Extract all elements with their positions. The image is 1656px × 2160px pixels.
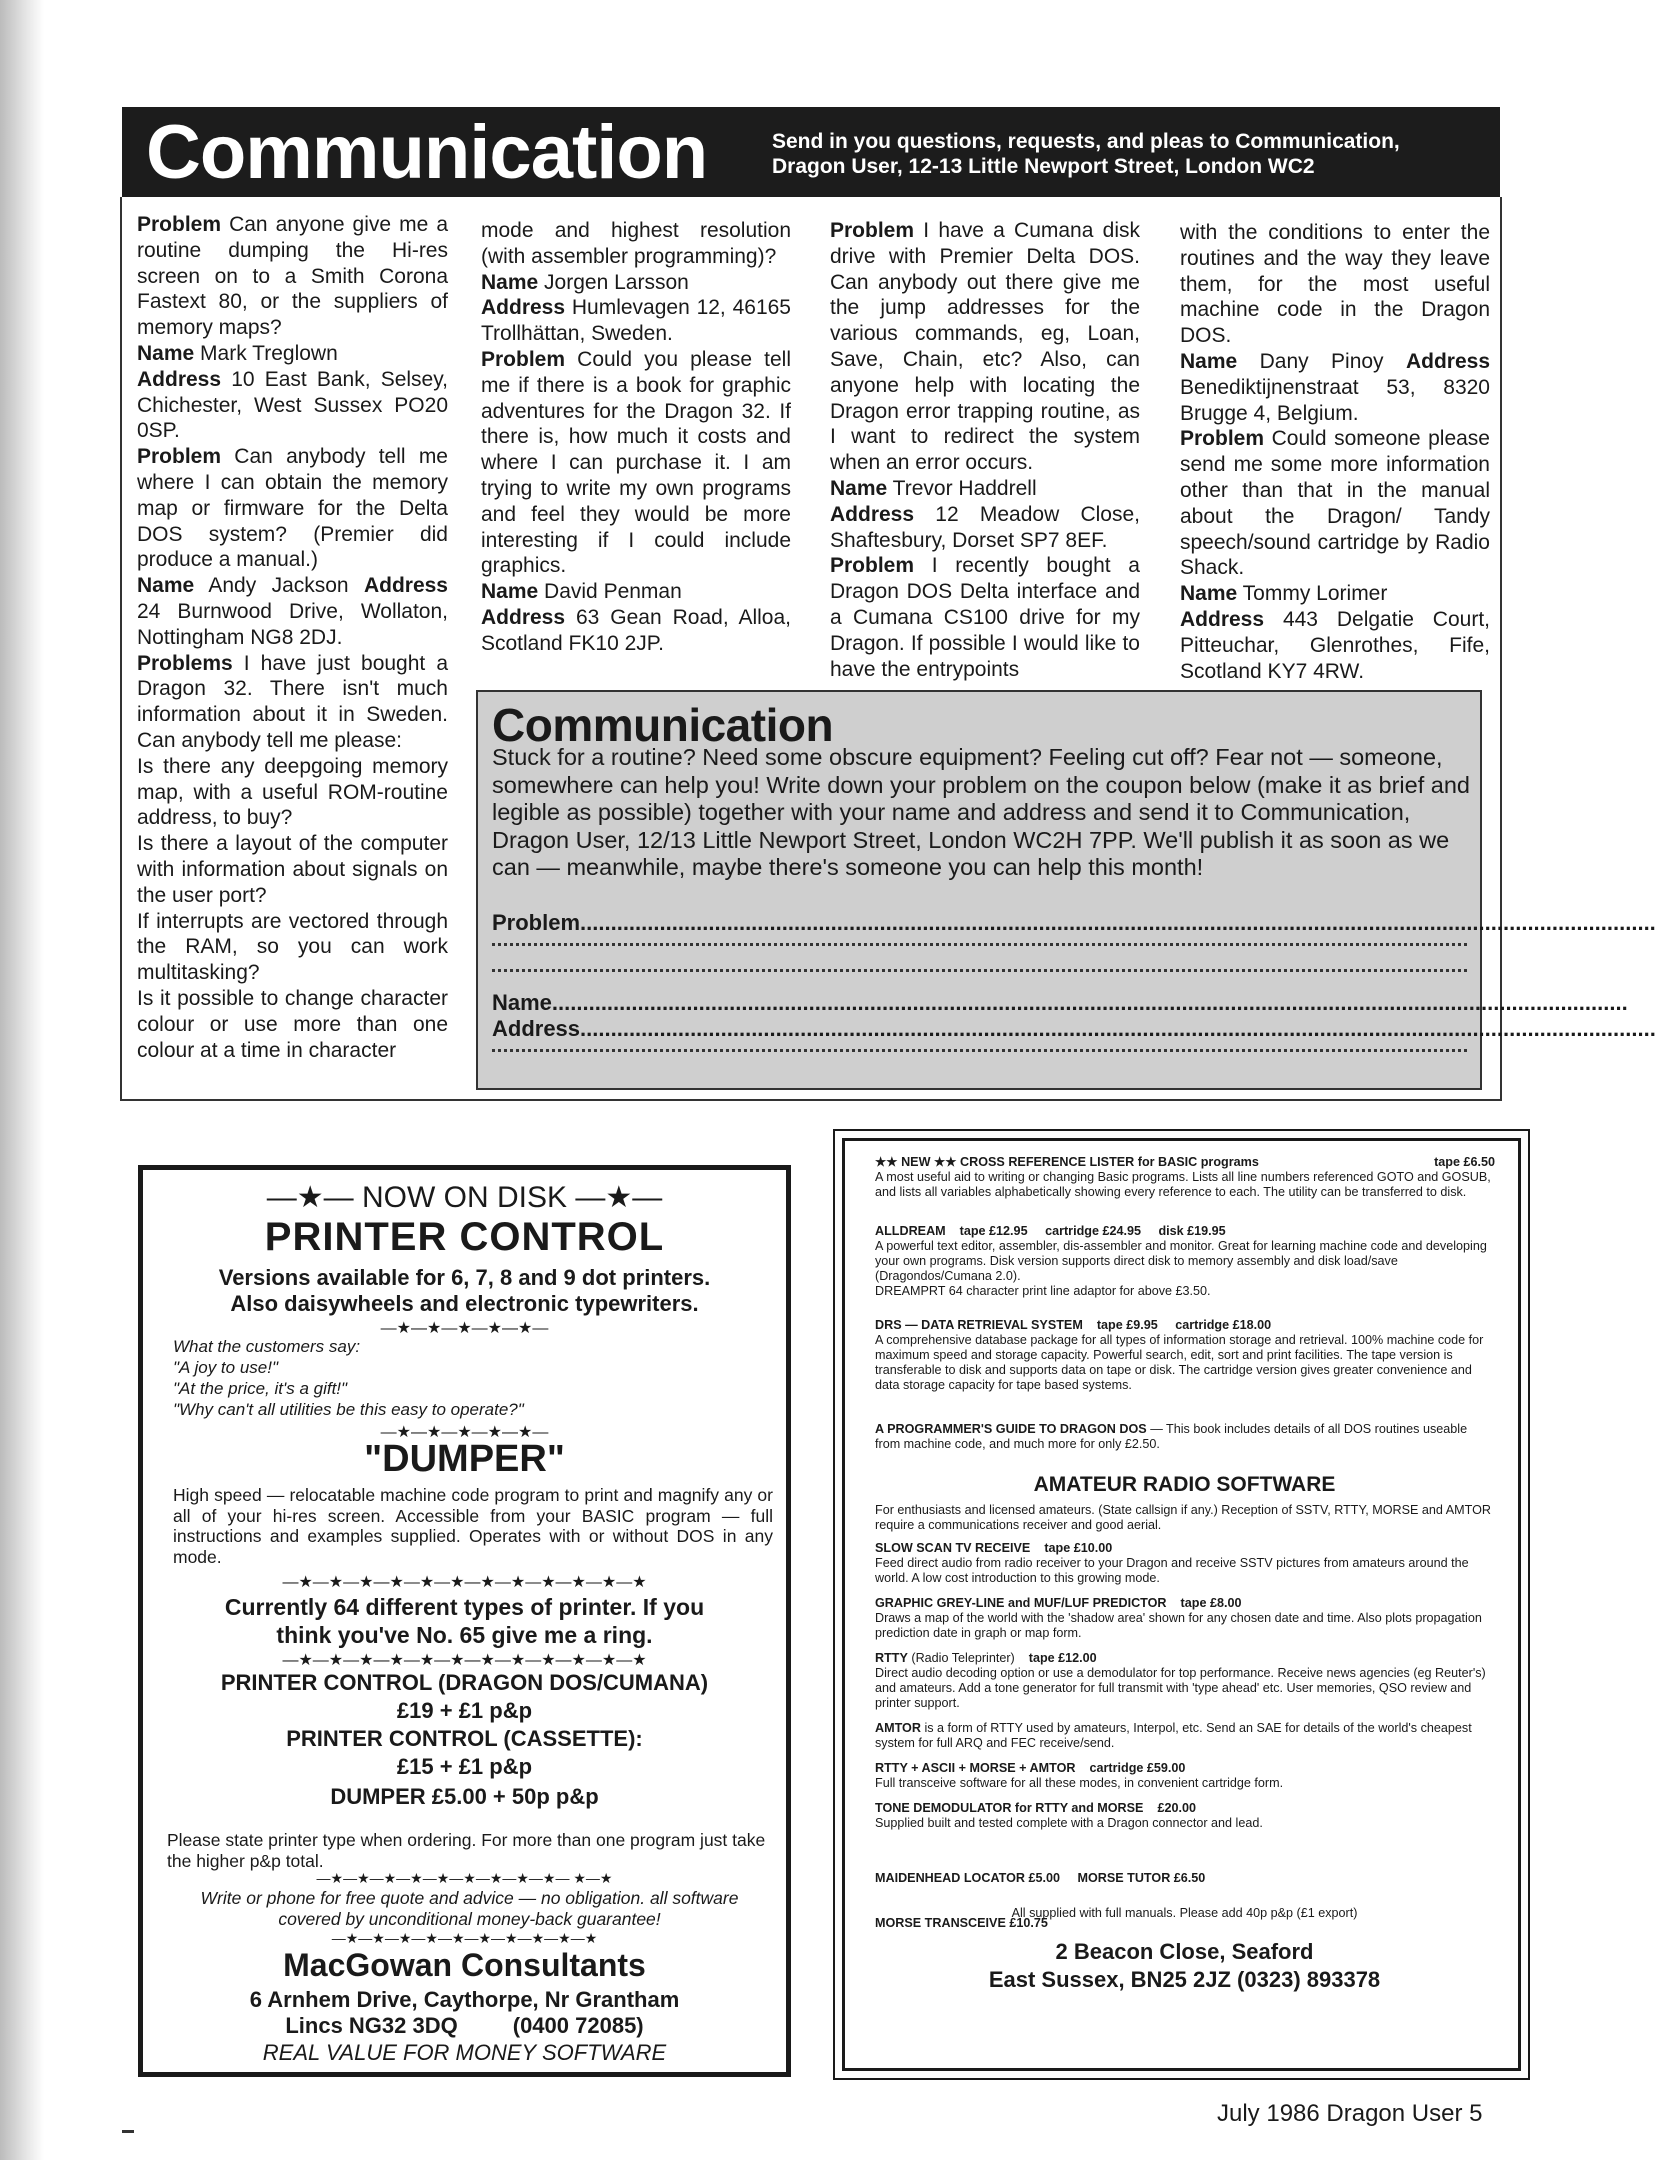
letter-question: Is there a layout of the computer with information about signals on the user port? [137, 832, 448, 907]
greyline-item: GRAPHIC GREY-LINE and MUF/LUF PREDICTOR tape £8.00 Draws a map of the world with the 'shadow area' shown for any chosen date and time. Also plots propagation prediction date in graph or map form. [875, 1596, 1482, 1640]
printer-types-line: Currently 64 different types of printer. If you [224, 1594, 705, 1620]
letter-continued: mode and highest resolution (with assembler programming)? [481, 219, 791, 268]
guarantee-note: Write or phone for free quote and advice — no obligation. all software covered by unconditional money-back guarantee! [200, 1888, 739, 1929]
letter-problem: Problem Can anybody tell me where I can obtain the memory map or firmware for the Delta DOS system? (Premier did produce a manual.) [137, 445, 448, 572]
letter-name: Name Mark Treglown [137, 341, 338, 365]
coupon-blank-line[interactable] [492, 942, 1467, 946]
price-line: £19 + £1 p&p [396, 1698, 533, 1723]
letter-address: Address Humlevagen 12, 46165 Trollhättan, Sweden. [481, 296, 791, 346]
manuals-note: All supplied with full manuals. Please add 40p p&p (£1 export) [1011, 1906, 1358, 1920]
letter-problem: Problem Could you please tell me if there is a book for graphic adventures for the Dragon 32. If there is, how much it costs and where I can purchase it. I am trying to write my own programs and feel they would be more interesting if I could include graphics. [481, 347, 791, 578]
letter-question: If interrupts are vectored through the RAM, so you can work multitasking? [137, 909, 448, 985]
coupon-title: Communication [492, 699, 834, 751]
coupon-box [476, 690, 1656, 1090]
company-slogan: REAL VALUE FOR MONEY SOFTWARE [262, 2040, 667, 2065]
sstv-item: SLOW SCAN TV RECEIVE tape £10.00 Feed direct audio from radio receiver to your Dragon and receive SSTV pictures from amateurs around the world. A low cost introduction to this growing mode. [875, 1541, 1469, 1585]
letter-address: Address 10 East Bank, Selsey, Chichester, West Sussex PO20 0SP. [137, 367, 449, 443]
amtor-item: AMTOR is a form of RTTY used by amateurs, Interpol, etc. Send an SAE for details of the world's cheapest system for full ARQ and FEC receive/send. [875, 1721, 1472, 1750]
page-footer: July 1986 Dragon User 5 [1217, 2100, 1483, 2127]
rtty-item: RTTY (Radio Teleprinter) tape £12.00 Direct audio decoding option or use a demodulator for top performance. Receive news agencies (eg Reuter's) and amateurs. Add a tone generator for full transmit with 'type ahead' etc. User memories, QSO review and printer support. [875, 1651, 1486, 1710]
coupon-name-line[interactable]: Name................................................................................................................................................................................ [492, 990, 1628, 1015]
letter-question: Is there any deepgoing memory map, with a useful ROM-routine address, to buy? [137, 754, 448, 830]
seller-address: 2 Beacon Close, Seaford [1055, 1939, 1314, 1964]
letter-problem: Problem I recently bought a Dragon DOS Delta interface and a Cumana CS100 drive for my Dragon. If possible I would like to have the entrypoints [830, 554, 1140, 681]
section-title: Communication [146, 110, 708, 195]
star-divider: —★—★—★—★—★—★—★—★—★—★ [331, 1930, 598, 1946]
ordering-note: Please state printer type when ordering. For more than one program just take the higher p&p total. [167, 1830, 766, 1871]
versions-line: Versions available for 6, 7, 8 and 9 dot printers. [218, 1265, 711, 1290]
company-address: Lincs NG32 3DQ (0400 72085) [285, 2013, 644, 2038]
letter-problem: Problems I have just bought a Dragon 32. There isn't much information about it in Sweden. Can anybody tell me please: [137, 651, 448, 752]
section-subtitle: Send in you questions, requests, and pleas to Communication, Dragon User, 12-13 Little Newport Street, London WC2 [772, 130, 1400, 178]
price-line: PRINTER CONTROL (DRAGON DOS/CUMANA) [220, 1670, 709, 1695]
radio-intro: For enthusiasts and licensed amateurs. (State callsign if any.) Reception of SSTV, RTTY, MORSE and AMTOR require a communications receiver and good aerial. [875, 1503, 1491, 1532]
coupon-problem-line[interactable]: Problem................................................................................................................................................................................ [492, 910, 1656, 935]
letter-problem: Problem Can anyone give me a routine dumping the Hi-res screen on to a Smith Corona Fastext 80, or the suppliers of memory maps? [137, 213, 448, 340]
company-address: 6 Arnhem Drive, Caythorpe, Nr Grantham [249, 1987, 680, 2012]
guide-item: A PROGRAMMER'S GUIDE TO DRAGON DOS — This book includes details of all DOS routines useable from machine code, and much more for only £2.50. [875, 1422, 1468, 1451]
star-divider: —★—★—★—★—★— [380, 1424, 549, 1441]
company-name: MacGowan Consultants [283, 1947, 646, 1983]
letter-name: Name David Penman [481, 580, 682, 604]
printer-control-advert [138, 1165, 791, 2077]
printer-types-line: think you've No. 65 give me a ring. [276, 1622, 653, 1648]
letter-name: Name Jorgen Larsson [481, 270, 689, 294]
letter-name-address: Name Dany Pinoy Address Benediktijnenstraat 53, 8320 Brugge 4, Belgium. [1180, 349, 1490, 425]
price-line: £15 + £1 p&p [396, 1754, 533, 1779]
locator-item: MAIDENHEAD LOCATOR £5.00 MORSE TUTOR £6.50 MORSE TRANSCEIVE £10.75 [875, 1871, 1206, 1930]
letter-continued: with the conditions to enter the routines and the way they leave them, for the most useful machine code in the Dragon DOS. [1180, 221, 1490, 348]
alldream-item: ALLDREAM tape £12.95 cartridge £24.95 disk £19.95 A powerful text editor, assembler, dis-assembler and monitor. Great for learning machine code and developing your own programs. Disk version supports direct disk to memory assembly and disk load/save (Dragondos/Cumana 2.0). DREAMPRT 64 character print line adaptor for above £3.50. [875, 1224, 1487, 1298]
coupon-blank-line[interactable] [492, 1048, 1467, 1052]
letter-address: Address 63 Gean Road, Alloa, Scotland FK10 2JP. [481, 605, 791, 655]
dumper-title: "DUMPER" [364, 1438, 565, 1480]
letter-problem: Problem Could someone please send me some more information other than that in the manual about the Dragon/ Tandy speech/sound cartridge by Radio Shack. [1180, 427, 1490, 580]
page-spine-shadow [0, 0, 44, 2160]
customer-quotes: What the customers say: "A joy to use!" "At the price, it's a gift!" "Why can't all utilities be this easy to operate?" [173, 1337, 524, 1419]
versions-line: Also daisywheels and electronic typewriters. [230, 1291, 699, 1316]
dumper-description: High speed — relocatable machine code program to print and magnify any or all of your hi-res screen. Accessible from your BASIC program — full instructions and examples supplied. Operates with or without DOS in any mode. [173, 1485, 773, 1567]
drs-item: DRS — DATA RETRIEVAL SYSTEM tape £9.95 cartridge £18.00 A comprehensive database package for all types of information storage and retrieval. 100% machine code for maximum speed and storage capacity. Powerful search, edit, sort and print facilities. The tape version is transferable to disk and supports data on tape or disk. The cartridge version gives greater convenience and data storage capacity for tape based systems. [875, 1318, 1484, 1392]
star-divider: —★—★—★—★—★—★—★—★—★—★—★—★ [282, 1574, 647, 1591]
price-line: PRINTER CONTROL (CASSETTE): [286, 1726, 643, 1751]
coupon-instructions: Stuck for a routine? Need some obscure equipment? Feeling cut off? Fear not — someone, somewhere can help you! Write down your problem on the coupon below (make it as brief and legible as possible) together with your name and address and send it to Communication, Dragon User, 12/13 Little Newport Street, London WC2H 7PP. We'll publish it as soon as we can — meanwhile, maybe there's someone you can help this month! [492, 744, 1470, 880]
print-smudge [122, 2130, 134, 2133]
letters-column-4 [1180, 220, 1490, 684]
letters-column-2 [481, 218, 791, 657]
letter-question: Is it possible to change character colour or use more than one colour at a time in character [137, 986, 448, 1062]
seller-address: East Sussex, BN25 2JZ (0323) 893378 [988, 1967, 1381, 1992]
price-line: DUMPER £5.00 + 50p p&p [330, 1784, 599, 1809]
software-advert [833, 1129, 1530, 2080]
letter-name: Name Trevor Haddrell [830, 476, 1037, 500]
section-header [122, 107, 1500, 197]
star-divider: —★—★—★—★—★— [380, 1320, 549, 1337]
letter-address: Address 443 Delgatie Court, Pitteuchar, Glenrothes, Fife, Scotland KY7 4RW. [1180, 607, 1490, 683]
letter-name-address: Name Andy Jackson Address 24 Burnwood Drive, Wollaton, Nottingham NG8 2DJ. [137, 574, 448, 649]
coupon-address-line[interactable]: Address................................................................................................................................................................................ [492, 1016, 1656, 1041]
coupon-blank-line[interactable] [492, 968, 1467, 972]
letters-column-3 [830, 218, 1140, 682]
star-divider: —★—★—★—★—★—★—★—★—★— ★—★ [316, 1870, 613, 1886]
star-divider: —★—★—★—★—★—★—★—★—★—★—★—★ [282, 1652, 647, 1669]
software-advert-inner [842, 1138, 1521, 2071]
ad-title: PRINTER CONTROL [264, 1215, 665, 1259]
radio-title: AMATEUR RADIO SOFTWARE [1033, 1473, 1336, 1496]
letter-problem: Problem I have a Cumana disk drive with Premier Delta DOS. Can anybody out there give me the jump addresses for the various commands, eg, Loan, Save, Chain, etc? Also, can anyone help with locating the Dragon error trapping routine, as I want to redirect the system when an error occurs. [830, 219, 1141, 475]
now-on-disk: —★— NOW ON DISK —★— [266, 1181, 663, 1214]
combo-item: RTTY + ASCII + MORSE + AMTOR cartridge £59.00 Full transceive software for all these modes, in convenient cartridge form. [875, 1761, 1284, 1790]
xref-item: ★★ NEW ★★ CROSS REFERENCE LISTER for BASIC programs tape £6.50 A most useful aid to writing or changing Basic programs. Lists all line numbers referenced GOTO and GOSUB, and lists all variables alphabetically showing every reference to each. The utility can be transferred to disk. [875, 1155, 1495, 1199]
letter-name: Name Tommy Lorimer [1180, 582, 1388, 606]
letters-column-1 [137, 212, 448, 1063]
tone-item: TONE DEMODULATOR for RTTY and MORSE £20.00 Supplied built and tested complete with a Dragon connector and lead. [875, 1801, 1263, 1830]
letter-address: Address 12 Meadow Close, Shaftesbury, Dorset SP7 8EF. [830, 502, 1140, 552]
